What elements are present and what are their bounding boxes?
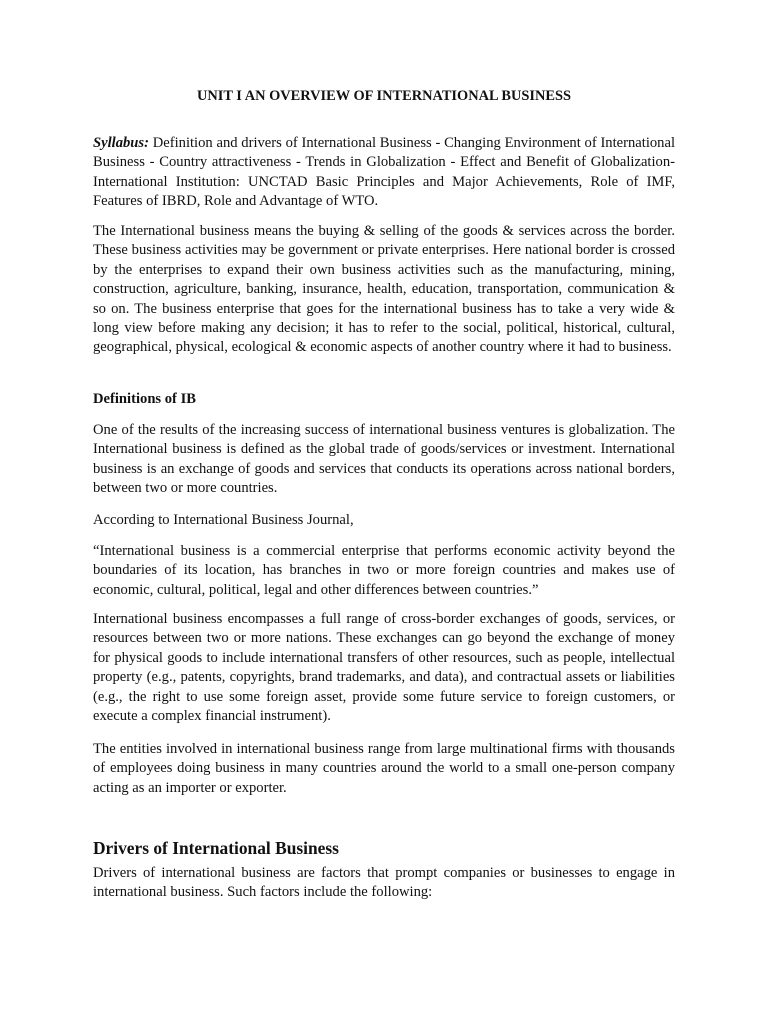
definitions-paragraph: One of the results of the increasing success of international business ventures is globalization. The International business is defined as the global trade of goods/services or investment. International business is an exchange of goods and services that conducts its operations across national borders, between two or more countries.: [93, 422, 675, 497]
encompasses-paragraph: International business encompasses a full range of cross-border exchanges of goods, services, or resources between two or more nations. These exchanges can go beyond the exchange of money for physical goods to include international transfers of other resources, such as people, intellectual property (e.g., patents, copyrights, brand trademarks, and data), and contractual assets or liabilities (e.g., the right to use some foreign asset, provide some future service to foreign customers, or execute a complex financial instrument).: [93, 611, 675, 725]
journal-quote: “International business is a commercial enterprise that performs economic activity beyond the boundaries of its location, has branches in two or more foreign countries and makes use of economic, cultural, political, legal and other differences between countries.”: [93, 543, 675, 598]
syllabus-paragraph: [93, 134, 675, 212]
drivers-heading: Drivers of International Business: [93, 838, 339, 858]
entities-paragraph: The entities involved in international business range from large multinational firms with thousands of employees doing business in many countries around the world to a small one-person company acting as an importer or exporter.: [93, 741, 675, 796]
intro-paragraph: The International business means the buying & selling of the goods & services across the border. These business activities may be government or private enterprises. Here national border is crossed by the enterprises to expand their own business activities such as the manufacturing, mining, construction, agriculture, banking, insurance, health, education, transportation, communication & so on. The business enterprise that goes for the international business has to take a very wide & long view before making any decision; it has to refer to the social, political, historical, cultural, geographical, physical, ecological & economic aspects of another country where it had to business.: [93, 223, 675, 356]
page-title: UNIT I AN OVERVIEW OF INTERNATIONAL BUSINESS: [196, 88, 571, 104]
journal-intro: According to International Business Journal,: [93, 512, 354, 528]
drivers-paragraph: Drivers of international business are factors that prompt companies or businesses to engage in international business. Such factors include the following:: [93, 865, 675, 901]
syllabus-label: Syllabus:: [93, 135, 149, 151]
definitions-heading: Definitions of IB: [93, 391, 196, 407]
syllabus-text: Definition and drivers of International Business - Changing Environment of International Business - Country attractiveness - Trends in Globalization - Effect and Benefit of Globalization-International Institution: UNCTAD Basic Principles and Major Achievements, Role of IMF, Features of IBRD, Role and Advantage of WTO.: [93, 135, 675, 210]
